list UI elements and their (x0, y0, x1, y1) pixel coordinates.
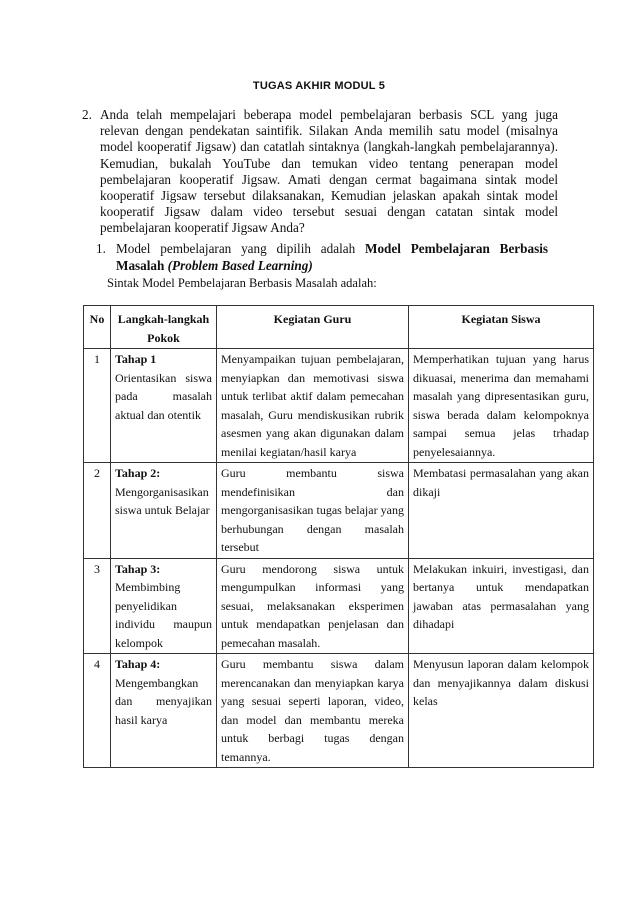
answer-lead: Model pembelajaran yang dipilih adalah (116, 241, 366, 256)
student-activity: Membatasi permasalahan yang akan dikaji (409, 463, 594, 559)
student-activity: Menyusun laporan dalam kelompok dan menyajikannya dalam diskusi kelas (409, 654, 594, 768)
question-number: 2. (82, 107, 92, 122)
step-description: Mengembangkan dan menyajikan hasil karya (115, 675, 212, 727)
answer-text (116, 240, 548, 274)
step-heading: Tahap 1 (115, 352, 157, 366)
student-activity: Melakukan inkuiri, investigasi, dan bertanya untuk mendapatkan jawaban atas permasalahan yang dihadapi (409, 558, 594, 654)
question-text: Anda telah mempelajari beberapa model pembelajaran berbasis SCL yang juga relevan dengan pendekatan saintifik. Silakan Anda memilih satu model (misalnya model kooperatif Jigsaw) dan catatlah sintaknya (langkah-langkah pembelajarannya). Kemudian, bukalah YouTube dan temukan video tentang penerapan model pembelajaran kooperatif Jigsaw. Amati dengan cermat bagaimana sintak model kooperatif Jigsaw tersebut dilaksanakan, Kemudian jelaskan apakah sintak model kooperatif Jigsaw dalam video tersebut sesuai dengan catatan sintak model pembelajaran kooperatif Jigsaw Anda? (100, 107, 558, 236)
header-teacher-activity: Kegiatan Guru (217, 306, 409, 349)
question-block (82, 107, 558, 237)
document-title: TUGAS AKHIR MODUL 5 (252, 80, 386, 92)
step-cell (111, 654, 217, 768)
row-number: 4 (84, 654, 111, 768)
table-header-row (84, 306, 594, 349)
model-english-name: (Problem Based Learning) (167, 258, 313, 273)
answer-block (96, 240, 548, 274)
header-no: No (84, 306, 111, 349)
syntax-table (83, 305, 594, 768)
table-row (84, 558, 594, 654)
step-description: Mengorganisasikan siswa untuk Belajar (115, 484, 210, 517)
header-steps: Langkah-langkah Pokok (111, 306, 217, 349)
model-name: Model Pembelajaran Berbasis Masalah (116, 241, 549, 273)
step-cell (111, 463, 217, 559)
header-student-activity: Kegiatan Siswa (409, 306, 594, 349)
step-description: Membimbing penyelidikan individu maupun kelompok (115, 580, 212, 650)
step-heading: Tahap 4: (115, 657, 161, 671)
teacher-activity: Guru membantu siswa dalam merencanakan dan menyiapkan karya yang sesuai seperti laporan, video, dan model dan membantu mereka untuk berbagi tugas dengan temannya. (217, 654, 409, 768)
step-heading: Tahap 3: (115, 561, 161, 576)
step-heading: Tahap 2: (115, 466, 161, 480)
table-row (84, 463, 594, 559)
row-number: 2 (84, 463, 111, 559)
answer-number: 1. (96, 241, 106, 256)
step-cell (111, 349, 217, 463)
student-activity: Memperhatikan tujuan yang harus dikuasai, menerima dan memahami masalah yang dipresentasikan guru, siswa berada dalam kelompoknya sampai semua jelas trhadap penyelesaiannya. (409, 349, 594, 463)
row-number: 1 (84, 349, 111, 463)
teacher-activity: Menyampaikan tujuan pembelajaran, menyiapkan dan memotivasi siswa untuk terlibat aktif dalam pemecahan masalah, Guru mendiskusikan rubrik asesmen yang akan digunakan dalam menilai kegiatan/hasil karya (217, 349, 409, 463)
teacher-activity: Guru membantu siswa mendefinisikan dan mengorganisasikan tugas belajar yang berhubungan dengan masalah tersebut (217, 463, 409, 559)
table-row (84, 349, 594, 463)
teacher-activity: Guru mendorong siswa untuk mengumpulkan informasi yang sesuai, melaksanakan eksperimen untuk mendapatkan penjelasan dan pemecahan masalah. (217, 558, 409, 654)
table-row (84, 654, 594, 768)
step-cell (111, 558, 217, 654)
syntax-intro: Sintak Model Pembelajaran Berbasis Masalah adalah: (107, 276, 377, 290)
row-number: 3 (84, 558, 111, 654)
step-description: Orientasikan siswa pada masalah aktual dan otentik (115, 370, 212, 422)
